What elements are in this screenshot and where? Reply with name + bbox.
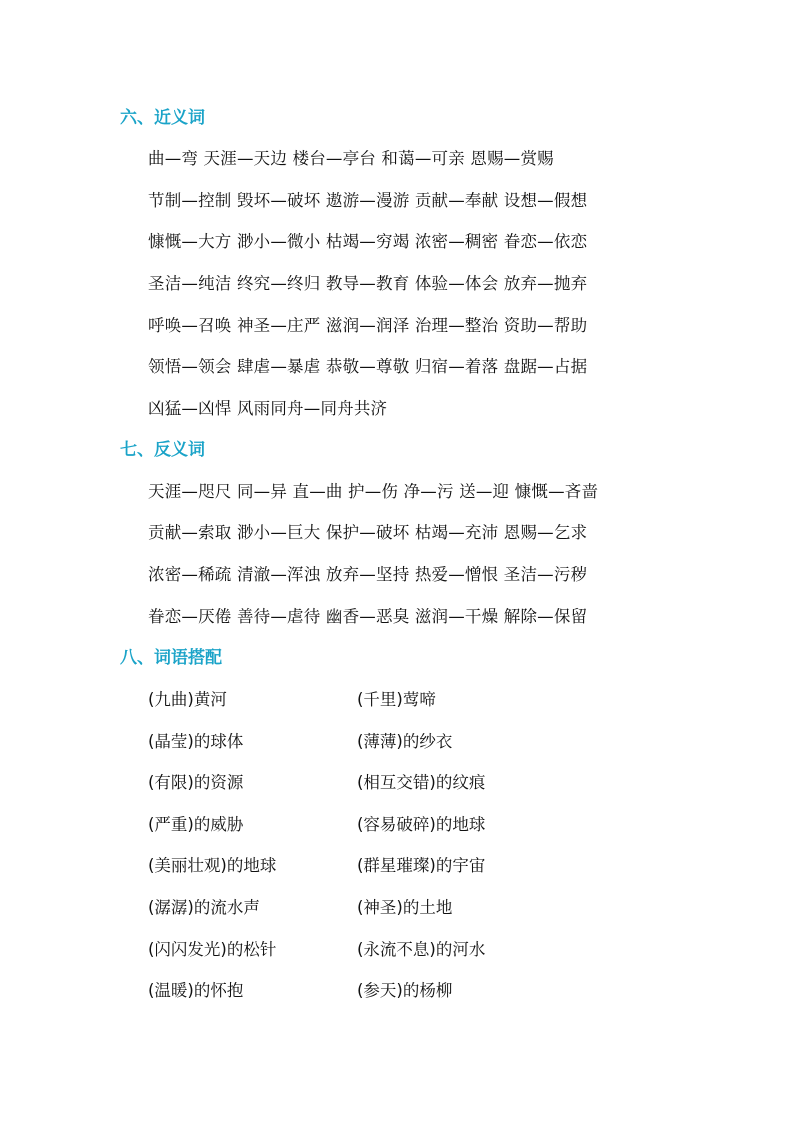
collocation-left: (潺潺)的流水声 xyxy=(148,898,260,917)
collocation-left: (温暖)的怀抱 xyxy=(148,981,244,1000)
collocation-right: (薄薄)的纱衣 xyxy=(357,732,453,751)
synonym-line: 呼唤—召唤 神圣—庄严 滋润—润泽 治理—整治 资助—帮助 xyxy=(148,316,588,335)
antonym-line: 贡献—索取 渺小—巨大 保护—破坏 枯竭—充沛 恩赐—乞求 xyxy=(148,523,588,542)
collocation-left: (有限)的资源 xyxy=(148,773,244,792)
synonym-line: 凶猛—凶悍 风雨同舟—同舟共济 xyxy=(148,399,388,418)
antonym-line: 天涯—咫尺 同—异 直—曲 护—伤 净—污 送—迎 慷慨—吝啬 xyxy=(148,482,599,501)
collocation-right: (参天)的杨柳 xyxy=(357,981,453,1000)
collocation-left: (九曲)黄河 xyxy=(148,690,227,709)
collocation-left: (闪闪发光)的松针 xyxy=(148,940,277,959)
collocation-left: (晶莹)的球体 xyxy=(148,732,244,751)
synonym-line: 领悟—领会 肆虐—暴虐 恭敬—尊敬 归宿—着落 盘踞—占据 xyxy=(148,357,588,376)
synonym-line: 曲—弯 天涯—天边 楼台—亭台 和蔼—可亲 恩赐—赏赐 xyxy=(148,149,554,168)
collocation-right: (群星璀璨)的宇宙 xyxy=(357,856,486,875)
collocation-left: (美丽壮观)的地球 xyxy=(148,856,277,875)
collocation-right: (千里)莺啼 xyxy=(357,690,436,709)
section-heading-collocations: 八、词语搭配 xyxy=(120,648,222,668)
collocation-right: (永流不息)的河水 xyxy=(357,940,486,959)
antonym-line: 眷恋—厌倦 善待—虐待 幽香—恶臭 滋润—干燥 解除—保留 xyxy=(148,607,588,626)
section-heading-synonyms: 六、近义词 xyxy=(120,108,205,128)
collocation-right: (神圣)的土地 xyxy=(357,898,453,917)
section-heading-antonyms: 七、反义词 xyxy=(120,440,205,460)
synonym-line: 圣洁—纯洁 终究—终归 教导—教育 体验—体会 放弃—抛弃 xyxy=(148,274,588,293)
synonym-line: 节制—控制 毁坏—破坏 遨游—漫游 贡献—奉献 设想—假想 xyxy=(148,191,588,210)
collocation-right: (容易破碎)的地球 xyxy=(357,815,486,834)
collocation-right: (相互交错)的纹痕 xyxy=(357,773,486,792)
collocation-left: (严重)的威胁 xyxy=(148,815,244,834)
antonym-line: 浓密—稀疏 清澈—浑浊 放弃—坚持 热爱—憎恨 圣洁—污秽 xyxy=(148,565,588,584)
synonym-line: 慷慨—大方 渺小—微小 枯竭—穷竭 浓密—稠密 眷恋—依恋 xyxy=(148,232,588,251)
